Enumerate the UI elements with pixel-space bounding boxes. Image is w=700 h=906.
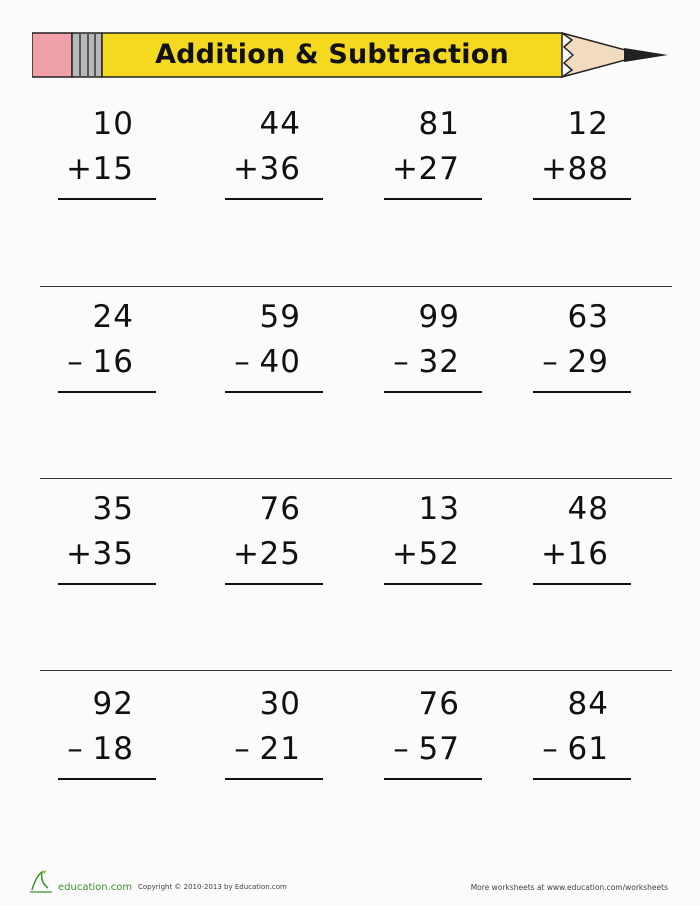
- more-worksheets-link[interactable]: More worksheets at www.education.com/worksheets: [470, 883, 668, 892]
- page-title: Addition & Subtraction: [155, 39, 509, 70]
- copyright-text: Copyright © 2010-2013 by Education.com: [138, 883, 287, 891]
- top-number: 30: [259, 686, 301, 722]
- top-number: 76: [259, 491, 301, 527]
- math-problem: [58, 676, 158, 776]
- top-number: 84: [567, 686, 609, 722]
- math-problem: [225, 676, 325, 776]
- answer-line[interactable]: [533, 198, 631, 200]
- bottom-number: 18: [92, 731, 134, 767]
- plus-operator: +: [233, 151, 259, 187]
- answer-line[interactable]: [384, 778, 482, 780]
- math-problem: [384, 676, 484, 776]
- row-divider: [40, 670, 672, 671]
- math-problem: [58, 289, 158, 389]
- top-number: 92: [92, 686, 134, 722]
- math-problem: [384, 96, 484, 196]
- plus-operator: +: [392, 151, 418, 187]
- top-number: 44: [259, 106, 301, 142]
- problem-row: [0, 289, 700, 409]
- answer-line[interactable]: [384, 583, 482, 585]
- bottom-number: 52: [418, 536, 460, 572]
- answer-line[interactable]: [225, 583, 323, 585]
- answer-line[interactable]: [533, 391, 631, 393]
- math-problem: [58, 96, 158, 196]
- minus-operator: –: [67, 344, 83, 380]
- answer-line[interactable]: [58, 583, 156, 585]
- problem-row: [0, 481, 700, 601]
- pencil-header: [32, 32, 672, 78]
- answer-line[interactable]: [225, 778, 323, 780]
- answer-line[interactable]: [533, 778, 631, 780]
- problem-row: [0, 96, 700, 216]
- bottom-number: 36: [259, 151, 301, 187]
- answer-line[interactable]: [225, 198, 323, 200]
- top-number: 12: [567, 106, 609, 142]
- answer-line[interactable]: [58, 778, 156, 780]
- plus-operator: +: [541, 151, 567, 187]
- bottom-number: 16: [92, 344, 134, 380]
- plus-operator: +: [233, 536, 259, 572]
- minus-operator: –: [393, 731, 409, 767]
- plus-operator: +: [392, 536, 418, 572]
- bottom-number: 61: [567, 731, 609, 767]
- top-number: 13: [418, 491, 460, 527]
- bottom-number: 32: [418, 344, 460, 380]
- top-number: 99: [418, 299, 460, 335]
- answer-line[interactable]: [533, 583, 631, 585]
- minus-operator: –: [234, 731, 250, 767]
- top-number: 24: [92, 299, 134, 335]
- math-problem: [225, 481, 325, 581]
- answer-line[interactable]: [384, 198, 482, 200]
- top-number: 81: [418, 106, 460, 142]
- math-problem: [225, 96, 325, 196]
- minus-operator: –: [542, 344, 558, 380]
- top-number: 76: [418, 686, 460, 722]
- minus-operator: –: [234, 344, 250, 380]
- bottom-number: 29: [567, 344, 609, 380]
- education-logo-icon: [28, 868, 56, 894]
- math-problem: [533, 96, 633, 196]
- bottom-number: 25: [259, 536, 301, 572]
- answer-line[interactable]: [58, 198, 156, 200]
- bottom-number: 88: [567, 151, 609, 187]
- math-problem: [533, 481, 633, 581]
- minus-operator: –: [67, 731, 83, 767]
- problem-row: [0, 676, 700, 796]
- row-divider: [40, 478, 672, 479]
- math-problem: [225, 289, 325, 389]
- math-problem: [533, 676, 633, 776]
- answer-line[interactable]: [384, 391, 482, 393]
- plus-operator: +: [541, 536, 567, 572]
- bottom-number: 35: [92, 536, 134, 572]
- top-number: 10: [92, 106, 134, 142]
- bottom-number: 21: [259, 731, 301, 767]
- minus-operator: –: [542, 731, 558, 767]
- bottom-number: 27: [418, 151, 460, 187]
- bottom-number: 16: [567, 536, 609, 572]
- bottom-number: 40: [259, 344, 301, 380]
- row-divider: [40, 286, 672, 287]
- math-problem: [384, 289, 484, 389]
- top-number: 35: [92, 491, 134, 527]
- plus-operator: +: [66, 536, 92, 572]
- minus-operator: –: [393, 344, 409, 380]
- math-problem: [384, 481, 484, 581]
- math-problem: [533, 289, 633, 389]
- math-problem: [58, 481, 158, 581]
- top-number: 59: [259, 299, 301, 335]
- bottom-number: 15: [92, 151, 134, 187]
- top-number: 63: [567, 299, 609, 335]
- plus-operator: +: [66, 151, 92, 187]
- answer-line[interactable]: [58, 391, 156, 393]
- top-number: 48: [567, 491, 609, 527]
- bottom-number: 57: [418, 731, 460, 767]
- answer-line[interactable]: [225, 391, 323, 393]
- brand-name: education.com: [58, 882, 133, 893]
